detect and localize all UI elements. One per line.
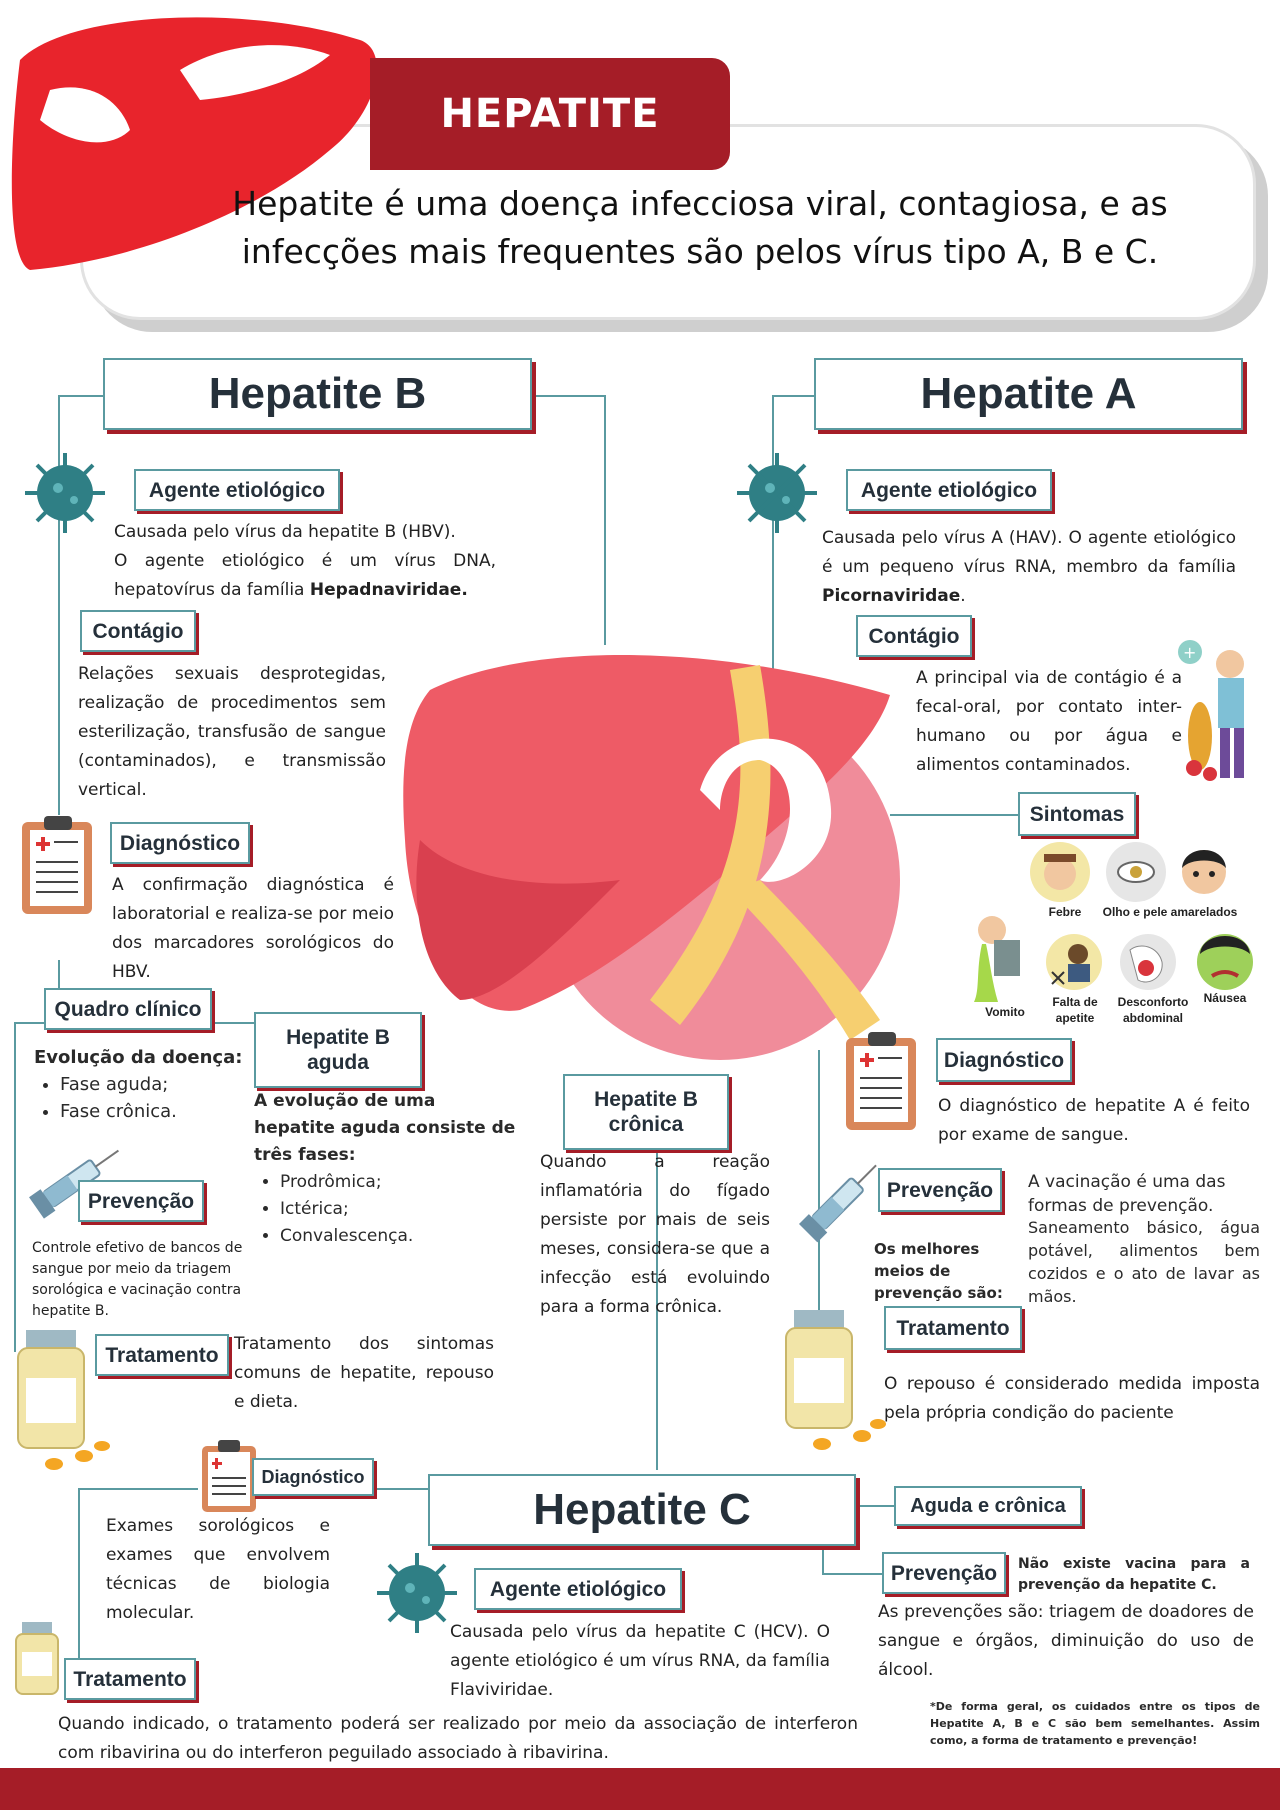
- hb-aguda: [254, 1088, 522, 1250]
- ha-prevencao-label: Prevenção: [878, 1168, 1002, 1212]
- ha-contagio-text: A principal via de contágio é a fecal-oral, por contato inter-humano ou por água e alimentos contaminados.: [916, 668, 1182, 775]
- connector: [78, 1488, 198, 1490]
- virus-icon: [20, 448, 115, 538]
- hb-quadro-label: Quadro clínico: [44, 988, 212, 1030]
- ha-agente-family: Picornaviridae: [822, 586, 961, 606]
- hb-aguda-text: A evolução de uma hepatite aguda consiste de três fases:: [254, 1091, 516, 1165]
- virus-icon: [732, 448, 827, 538]
- sick-person-icon: [1170, 636, 1280, 796]
- ha-tratamento-label: Tratamento: [884, 1306, 1022, 1350]
- ha-agente-label: Agente etiológico: [846, 469, 1052, 511]
- connector: [212, 1022, 254, 1024]
- hb-agente-family: Hepadnaviridae.: [309, 580, 468, 600]
- connector: [822, 1573, 882, 1575]
- page-title: HEPATITE: [370, 58, 730, 170]
- connector: [604, 395, 606, 645]
- nausea-icon: [1190, 926, 1260, 992]
- connector: [852, 1505, 894, 1507]
- hc-prevencao-text: As prevenções são: triagem de doadores de sangue e órgãos, diminuição do uso de álcool.: [878, 1602, 1254, 1680]
- hc-diagnostico-text: Exames sorológicos e exames que envolvem técnicas de biologia molecular.: [106, 1516, 330, 1623]
- symptom-caption: Vomito: [985, 1005, 1025, 1019]
- hb-tratamento-label: Tratamento: [95, 1334, 229, 1376]
- ha-melhores-label: Os melhores meios de prevenção são:: [874, 1240, 1003, 1302]
- hb-cronica-label: Hepatite B crônica: [563, 1074, 729, 1150]
- clipboard-icon: [18, 812, 98, 920]
- pill-bottle-icon: [14, 1620, 64, 1700]
- list-item: • Convalescença.: [280, 1223, 522, 1250]
- connector: [772, 395, 814, 397]
- clipboard-icon: [200, 1438, 260, 1516]
- syringe-icon: [790, 1150, 890, 1250]
- hc-agente-label: Agente etiológico: [474, 1568, 682, 1610]
- hb-agente-line-1: Causada pelo vírus da hepatite B (HBV).: [114, 522, 456, 542]
- hb-aguda-label: Hepatite B aguda: [254, 1012, 422, 1088]
- hb-evolucao: [34, 1044, 254, 1125]
- ha-agente-end: .: [960, 586, 966, 606]
- intro-line-2: infecções mais frequentes são pelos vírus tipo A, B e C.: [241, 232, 1159, 271]
- symptom-caption: Febre: [1048, 905, 1082, 919]
- hb-cronica-text: Quando a reação inflamatória do fígado persiste por mais de seis meses, considera-se que a infecção está evoluindo para a forma crônica.: [540, 1152, 770, 1317]
- fever-icon: [1028, 840, 1092, 904]
- symptom-caption: Olho e pele amarelados: [1102, 905, 1238, 919]
- hb-evolucao-title: Evolução da doença:: [34, 1047, 243, 1068]
- list-item: • Prodrômica;: [280, 1169, 522, 1196]
- connector: [528, 395, 604, 397]
- appetite-icon: [1044, 932, 1104, 992]
- hc-agente-text: Causada pelo vírus da hepatite C (HCV). O agente etiológico é um vírus RNA, da família Flaviviridae.: [450, 1622, 830, 1700]
- ha-agente-line: Causada pelo vírus A (HAV). O agente etiológico é um pequeno vírus RNA, membro da família: [822, 528, 1236, 577]
- hb-prevencao-label: Prevenção: [78, 1180, 204, 1222]
- hc-prevencao-label: Prevenção: [882, 1552, 1006, 1594]
- yellow-skin-icon: [1172, 838, 1236, 904]
- intro-text: [180, 180, 1220, 276]
- hepatite-c-title: Hepatite C: [428, 1474, 856, 1546]
- footnote: *De forma geral, os cuidados entre os tipos de Hepatite A, B e C são bem semelhantes. Assim como, a forma de tratamento e prevenção!: [930, 1700, 1260, 1747]
- symptom-caption: Falta de apetite: [1052, 995, 1098, 1025]
- intro-line-1: Hepatite é uma doença infecciosa viral, contagiosa, e as: [232, 184, 1168, 223]
- hb-contagio-label: Contágio: [80, 610, 196, 652]
- abdominal-pain-icon: [1118, 932, 1178, 992]
- ha-diagnostico-label: Diagnóstico: [936, 1038, 1072, 1082]
- ha-prevencao-text: A vacinação é uma das formas de prevenção.: [1028, 1172, 1226, 1216]
- symptom-caption: Desconforto abdominal: [1117, 995, 1189, 1025]
- eye-icon: [1104, 840, 1168, 904]
- hb-contagio-text: Relações sexuais desprotegidas, realização de procedimentos sem esterilização, transfusão de sangue (contaminados), e transmissão vertical.: [78, 664, 386, 800]
- ha-sintomas-label: Sintomas: [1018, 792, 1136, 836]
- list-item: • Ictérica;: [280, 1196, 522, 1223]
- hb-tratamento-text: Tratamento dos sintomas comuns de hepatite, repouso e dieta.: [234, 1334, 494, 1412]
- hepatite-b-title: Hepatite B: [103, 358, 532, 430]
- ha-tratamento-text: O repouso é considerado medida imposta pela própria condição do paciente: [884, 1374, 1260, 1423]
- hb-agente-label: Agente etiológico: [134, 469, 340, 511]
- list-item: • Fase crônica.: [60, 1098, 254, 1125]
- ha-agente-text: [822, 524, 1236, 611]
- ha-contagio-label: Contágio: [856, 615, 972, 657]
- hc-prevencao-bold: Não existe vacina para a prevenção da hepatite C.: [1018, 1556, 1250, 1593]
- symptom-caption: Náusea: [1203, 991, 1247, 1005]
- hc-tratamento-label: Tratamento: [64, 1658, 196, 1700]
- hc-tratamento-text: Quando indicado, o tratamento poderá ser realizado por meio da associação de interferon com ribavirina ou do interferon peguilado associado à ribavirina.: [58, 1714, 858, 1763]
- ha-diagnostico-text: O diagnóstico de hepatite A é feito por exame de sangue.: [938, 1096, 1250, 1145]
- hb-prevencao-text: Controle efetivo de bancos de sangue por meio da triagem sorológica e vacinação contra hepatite B.: [32, 1240, 243, 1319]
- list-item: • Fase aguda;: [60, 1071, 254, 1098]
- connector: [373, 1488, 428, 1490]
- hb-diagnostico-text: A confirmação diagnóstica é laboratorial e realiza-se por meio dos marcadores sorológicos do HBV.: [112, 875, 394, 982]
- hc-diagnostico-label: Diagnóstico: [252, 1458, 374, 1496]
- connector: [58, 395, 103, 397]
- hc-aguda-label: Aguda e crônica: [894, 1486, 1082, 1526]
- connector: [14, 1022, 44, 1024]
- footer-bar: [0, 1768, 1280, 1810]
- hb-agente-text: [114, 518, 496, 605]
- liver-ribbon-illustration: [400, 640, 910, 1080]
- vomit-icon: [972, 910, 1042, 1006]
- svg-text:+: +: [1183, 643, 1197, 662]
- hepatite-a-title: Hepatite A: [814, 358, 1243, 430]
- hb-agente-line-2: O agente etiológico é um vírus DNA, hepatovírus da família: [114, 551, 496, 600]
- pill-bottle-icon: [782, 1306, 892, 1456]
- hb-diagnostico-label: Diagnóstico: [110, 822, 250, 864]
- clipboard-icon: [842, 1028, 924, 1136]
- ha-melhores-text: Saneamento básico, água potável, alimentos bem cozidos e o ato de lavar as mãos.: [1028, 1218, 1260, 1306]
- connector: [14, 1022, 16, 1352]
